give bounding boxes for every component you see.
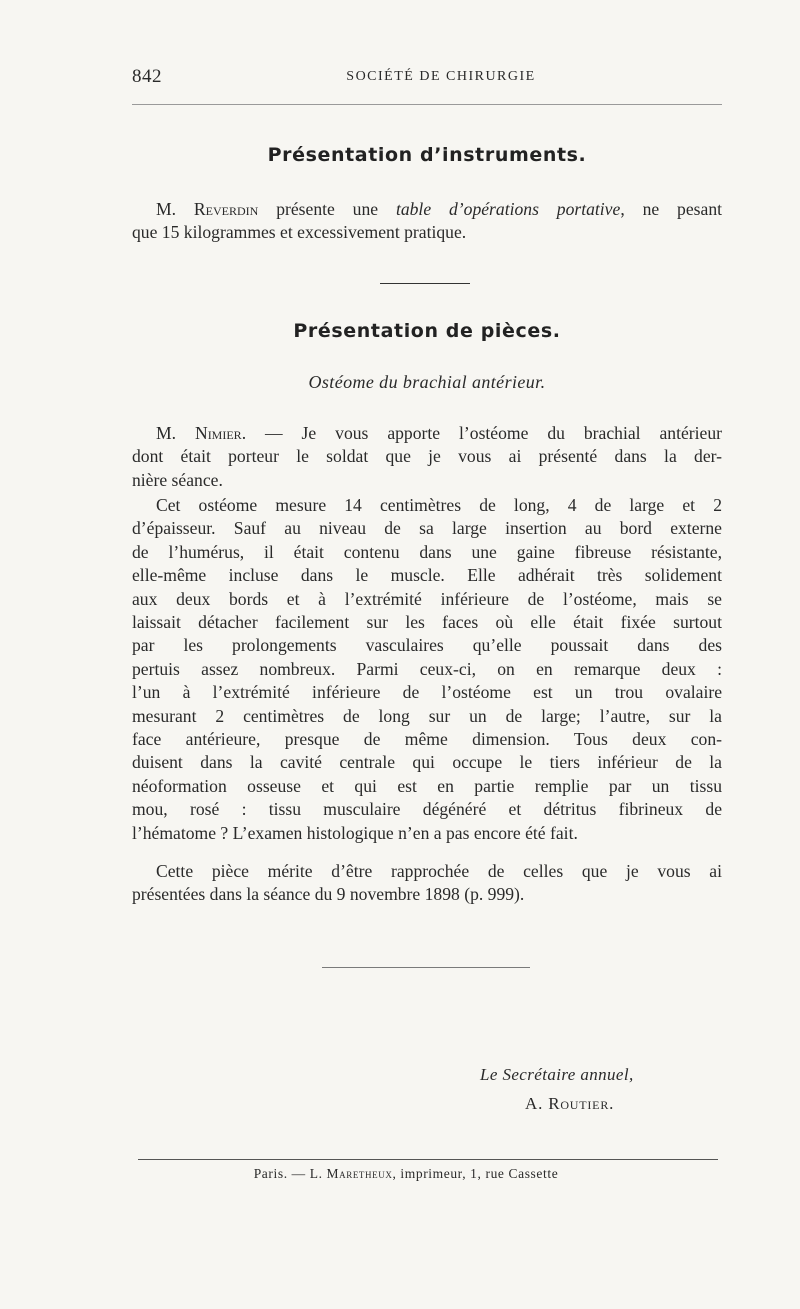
- text-line: duisent dans la cavité centrale qui occupe le tiers inférieur de la: [132, 752, 722, 773]
- footer-rule: [138, 1159, 718, 1160]
- section-title-instruments: Présentation d’instruments.: [267, 144, 587, 166]
- section-subtitle: Ostéome du brachial antérieur.: [308, 372, 546, 392]
- paragraph-reverdin: [132, 198, 722, 245]
- author-name: Reverdin: [193, 199, 259, 219]
- journal-title: SOCIÉTÉ DE CHIRURGIE: [346, 69, 536, 84]
- text-line: de l’humérus, il était contenu dans une gaine fibreuse résistante,: [132, 541, 722, 562]
- text-line: l’hématome ? L’examen histologique n’en a pas encore été fait.: [132, 822, 578, 843]
- signature-title: Le Secrétaire annuel,: [480, 1065, 634, 1084]
- running-head: [132, 66, 732, 90]
- text-line: d’épaisseur. Sauf au niveau de sa large insertion au bord externe: [132, 518, 722, 539]
- text-line: néoformation osseuse et qui est en partie remplie par un tissu: [132, 775, 722, 796]
- text-line: dont était porteur le soldat que je vous ai présenté dans la der-: [132, 446, 722, 467]
- page-number: 842: [132, 66, 162, 87]
- text-line: Cette pièce mérite d’être rapprochée de celles que je vous ai: [156, 861, 722, 881]
- text-line: M. Reverdin présente une table d’opérations portative, ne pesant: [156, 199, 722, 219]
- paragraph-description: [132, 494, 722, 845]
- end-rule: [322, 967, 530, 968]
- text-line: que 15 kilogrammes et excessivement pratique.: [132, 222, 467, 243]
- text-line: mesurant 2 centimètres de long sur un de large; l’autre, sur la: [132, 705, 722, 726]
- text-line: aux deux bords et à l’extrémité inférieure de l’ostéome, mais se: [132, 588, 722, 609]
- text-line: l’un à l’extrémité inférieure de l’ostéome est un trou ovalaire: [132, 682, 722, 703]
- text-line: nière séance.: [132, 469, 223, 490]
- section-separator: [380, 283, 470, 284]
- text-line: par les prolongements vasculaires qu’elle poussait dans des: [132, 635, 722, 656]
- text-line: présentées dans la séance du 9 novembre 1898 (p. 999).: [132, 884, 525, 905]
- text-line: M. Nimier. — Je vous apporte l’ostéome du brachial antérieur: [156, 423, 722, 443]
- text-line: laissait détacher facilement sur les faces où elle était fixée surtout: [132, 612, 722, 633]
- printer-imprint: Paris. — L. Maretheux, imprimeur, 1, rue Cassette: [253, 1166, 559, 1181]
- text-line: Cet ostéome mesure 14 centimètres de long, 4 de large et 2: [156, 495, 722, 515]
- text-line: pertuis assez nombreux. Parmi ceux-ci, on en remarque deux :: [132, 658, 722, 679]
- text-line: mou, rosé : tissu musculaire dégénéré et détritus fibrineux de: [132, 799, 722, 820]
- italic-phrase: table d’opérations portative: [395, 199, 621, 219]
- text-line: elle-même incluse dans le muscle. Elle adhérait très solidement: [132, 565, 722, 586]
- paragraph-conclusion: [132, 860, 722, 907]
- header-rule: [132, 104, 722, 105]
- paragraph-nimier: [132, 422, 722, 492]
- signature-name: A. Routier.: [525, 1094, 615, 1113]
- text-line: face antérieure, presque de même dimension. Tous deux con-: [132, 729, 722, 750]
- author-name: Nimier: [194, 423, 242, 443]
- section-title-pieces: Présentation de pièces.: [293, 320, 561, 342]
